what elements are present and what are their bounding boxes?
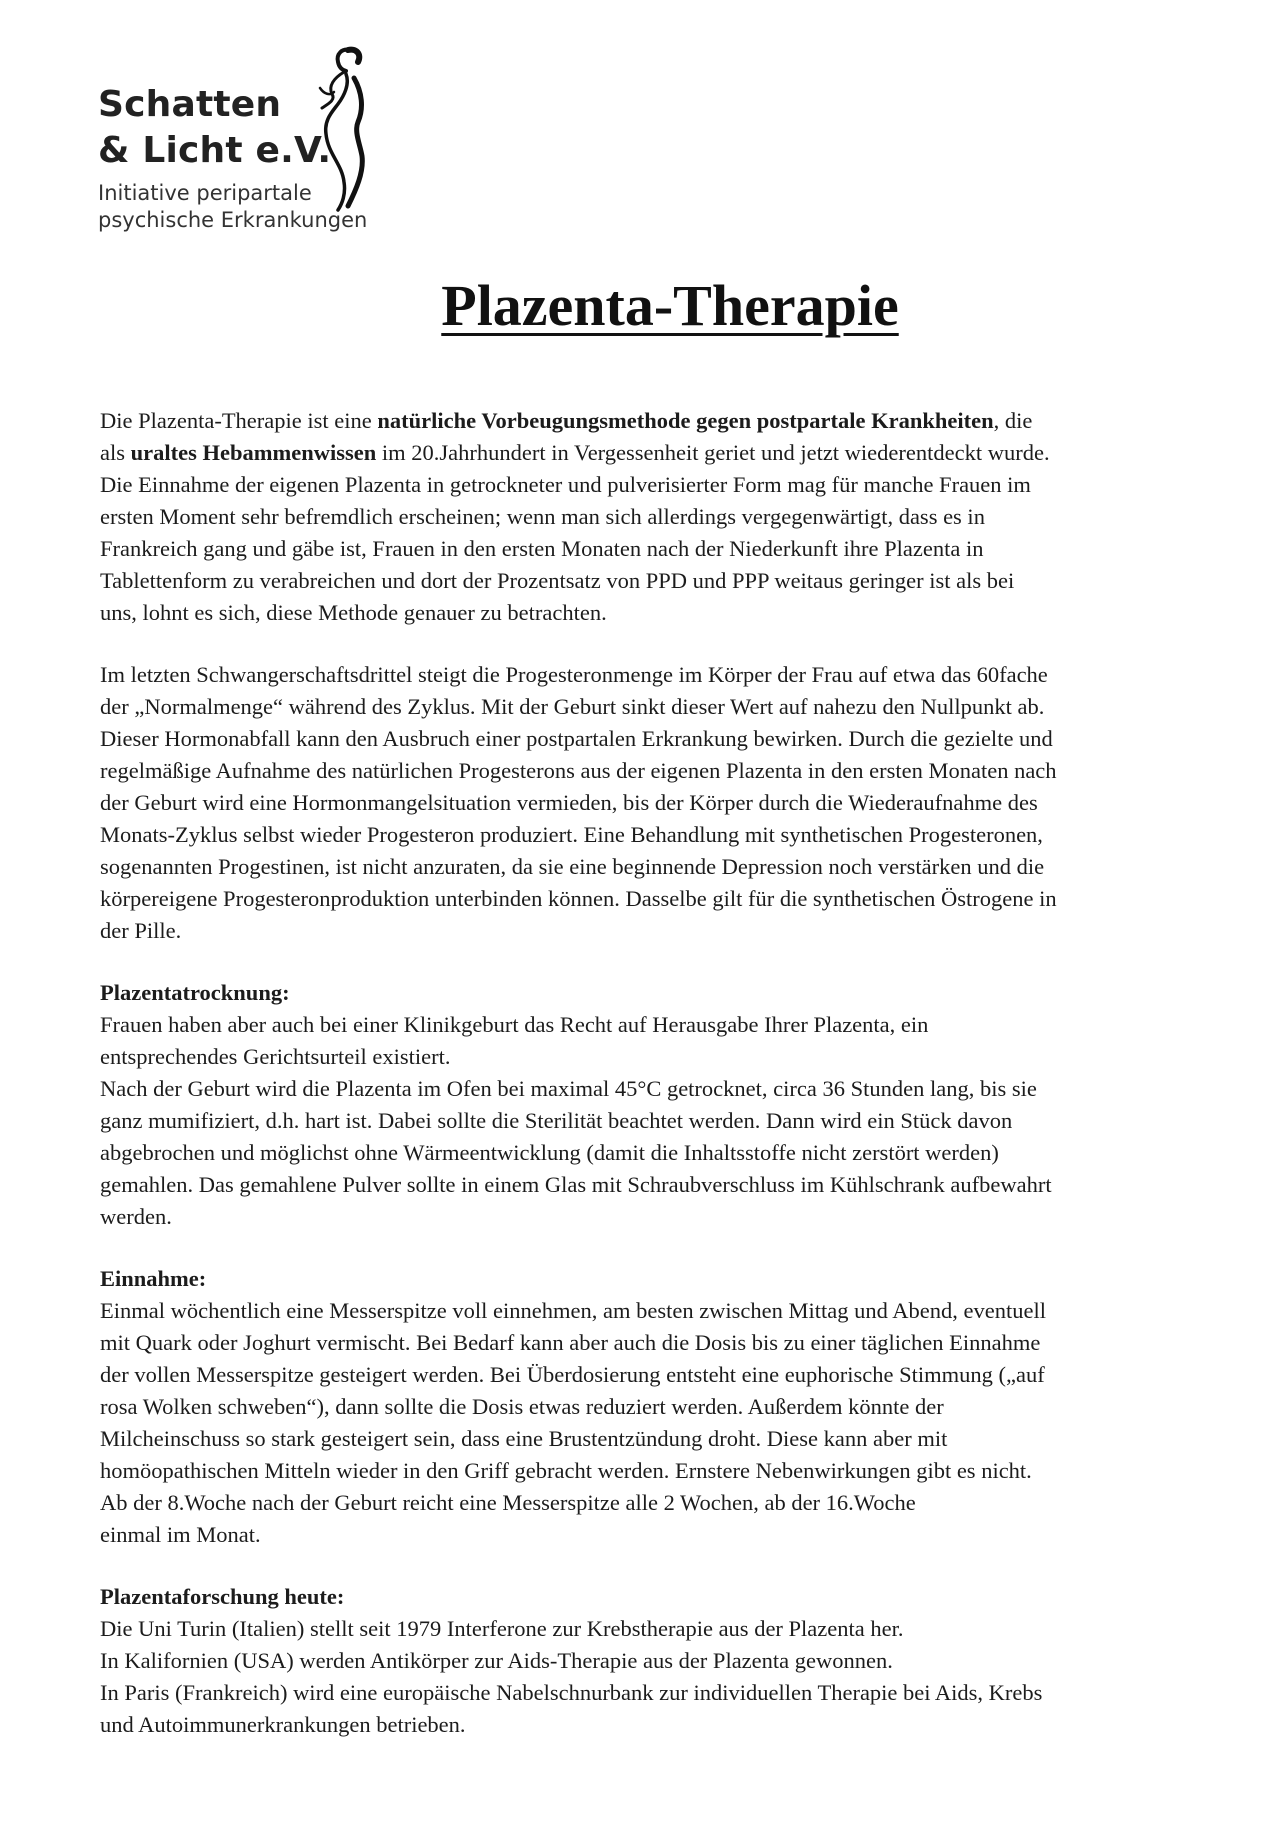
research-line: und Autoimmunerkrankungen betrieben.: [100, 1712, 466, 1737]
intake-line: mit Quark oder Joghurt vermischt. Bei Bedarf kann aber auch die Dosis bis zu einer täglichen Einnahme: [100, 1330, 1041, 1355]
progesterone-line: körpereigene Progesteronproduktion unterbinden können. Dasselbe gilt für die synthetischen Östrogene in: [100, 886, 1057, 911]
intro-text: Die Plazenta-Therapie ist eine: [100, 408, 378, 433]
intake-line: der vollen Messerspitze gesteigert werden. Bei Überdosierung entsteht eine euphorische Stimmung („auf: [100, 1362, 1045, 1387]
intake-line: rosa Wolken schweben“), dann sollte die Dosis etwas reduziert werden. Außerdem könnte der: [100, 1394, 944, 1419]
research-section: [100, 1581, 1250, 1741]
drying-line: Frauen haben aber auch bei einer Klinikgeburt das Recht auf Herausgabe Ihrer Plazenta, ein: [100, 1012, 929, 1037]
progesterone-line: Dieser Hormonabfall kann den Ausbruch einer postpartalen Erkrankung bewirken. Durch die gezielte und: [100, 726, 1053, 751]
intro-paragraph: [100, 405, 1250, 629]
intake-section: [100, 1263, 1250, 1551]
drying-line: werden.: [100, 1204, 172, 1229]
progesterone-line: Monats-Zyklus selbst wieder Progesteron produziert. Eine Behandlung mit synthetischen Progesteronen,: [100, 822, 1043, 847]
intake-line: Einmal wöchentlich eine Messerspitze voll einnehmen, am besten zwischen Mittag und Abend, eventuell: [100, 1298, 1046, 1323]
intro-line: Die Einnahme der eigenen Plazenta in getrockneter und pulverisierter Form mag für manche Frauen im: [100, 472, 1031, 497]
drying-line: Nach der Geburt wird die Plazenta im Ofen bei maximal 45°C getrocknet, circa 36 Stunden lang, bis sie: [100, 1076, 1037, 1101]
research-line: Die Uni Turin (Italien) stellt seit 1979 Interferone zur Krebstherapie aus der Plazenta her.: [100, 1616, 904, 1641]
drying-line: abgebrochen und möglichst ohne Wärmeentwicklung (damit die Inhaltsstoffe nicht zerstört werden): [100, 1140, 999, 1165]
intro-bold-text: natürliche Vorbeugungsmethode gegen postpartale Krankheiten: [377, 408, 994, 433]
logo-name-line-2: & Licht e.V.: [98, 130, 332, 171]
research-heading: Plazentaforschung heute:: [100, 1584, 345, 1609]
logo-subtitle-line-2: psychische Erkrankungen: [98, 208, 368, 232]
intake-line: homöopathischen Mitteln wieder in den Griff gebracht werden. Ernstere Nebenwirkungen gibt es nicht.: [100, 1458, 1032, 1483]
intro-text: als: [100, 440, 131, 465]
logo-subtitle-line-1: Initiative peripartale: [98, 181, 312, 205]
progesterone-line: sogenannten Progestinen, ist nicht anzuraten, da sie eine beginnende Depression noch verstärken und die: [100, 854, 1045, 879]
research-line: In Paris (Frankreich) wird eine europäische Nabelschnurbank zur individuellen Therapie bei Aids, Krebs: [100, 1680, 1043, 1705]
intro-line: [100, 437, 1250, 469]
intro-line: ersten Moment sehr befremdlich erscheinen; wenn man sich allerdings vergegenwärtigt, dass es in: [100, 504, 985, 529]
drying-section: [100, 977, 1250, 1233]
intake-heading: Einnahme:: [100, 1266, 207, 1291]
progesterone-paragraph: [100, 659, 1250, 947]
pregnant-woman-silhouette-icon: [298, 44, 378, 214]
drying-heading: Plazentatrocknung:: [100, 980, 290, 1005]
intro-line: [100, 405, 1250, 437]
progesterone-line: regelmäßige Aufnahme des natürlichen Progesterons aus der eigenen Plazenta in den ersten Monaten nach: [100, 758, 1057, 783]
intake-line: Milcheinschuss so stark gesteigert sein, dass eine Brustentzündung droht. Diese kann aber mit: [100, 1426, 948, 1451]
drying-line: gemahlen. Das gemahlene Pulver sollte in einem Glas mit Schraubverschluss im Kühlschrank aufbewahrt: [100, 1172, 1052, 1197]
progesterone-line: der Geburt wird eine Hormonmangelsituation vermieden, bis der Körper durch die Wiederaufnahme des: [100, 790, 1038, 815]
organization-logo: [98, 44, 398, 244]
progesterone-line: Im letzten Schwangerschaftsdrittel steigt die Progesteronmenge im Körper der Frau auf etwa das 60fache: [100, 662, 1048, 687]
logo-name: [98, 82, 331, 174]
progesterone-line: der Pille.: [100, 918, 182, 943]
document-body: [100, 405, 1250, 1741]
intro-line: Frankreich gang und gäbe ist, Frauen in den ersten Monaten nach der Niederkunft ihre Plazenta in: [100, 536, 984, 561]
intro-bold-text: uraltes Hebammenwissen: [130, 440, 377, 465]
drying-line: entsprechendes Gerichtsurteil existiert.: [100, 1044, 451, 1069]
intake-line: Ab der 8.Woche nach der Geburt reicht eine Messerspitze alle 2 Wochen, ab der 16.Woche: [100, 1490, 916, 1515]
progesterone-line: der „Normalmenge“ während des Zyklus. Mit der Geburt sinkt dieser Wert auf nahezu den Nullpunkt ab.: [100, 694, 1045, 719]
intake-line: einmal im Monat.: [100, 1522, 261, 1547]
drying-line: ganz mumifiziert, d.h. hart ist. Dabei sollte die Sterilität beachtet werden. Dann wird ein Stück davon: [100, 1108, 1013, 1133]
intro-line: Tablettenform zu verabreichen und dort der Prozentsatz von PPD und PPP weitaus geringer ist als bei: [100, 568, 1015, 593]
document-title: Plazenta-Therapie: [441, 273, 899, 338]
intro-line: uns, lohnt es sich, diese Methode genauer zu betrachten.: [100, 600, 607, 625]
research-line: In Kalifornien (USA) werden Antikörper zur Aids-Therapie aus der Plazenta gewonnen.: [100, 1648, 893, 1673]
intro-text: , die: [993, 408, 1033, 433]
intro-text: im 20.Jahrhundert in Vergessenheit geriet und jetzt wiederentdeckt wurde.: [376, 440, 1050, 465]
logo-name-line-1: Schatten: [98, 84, 282, 125]
